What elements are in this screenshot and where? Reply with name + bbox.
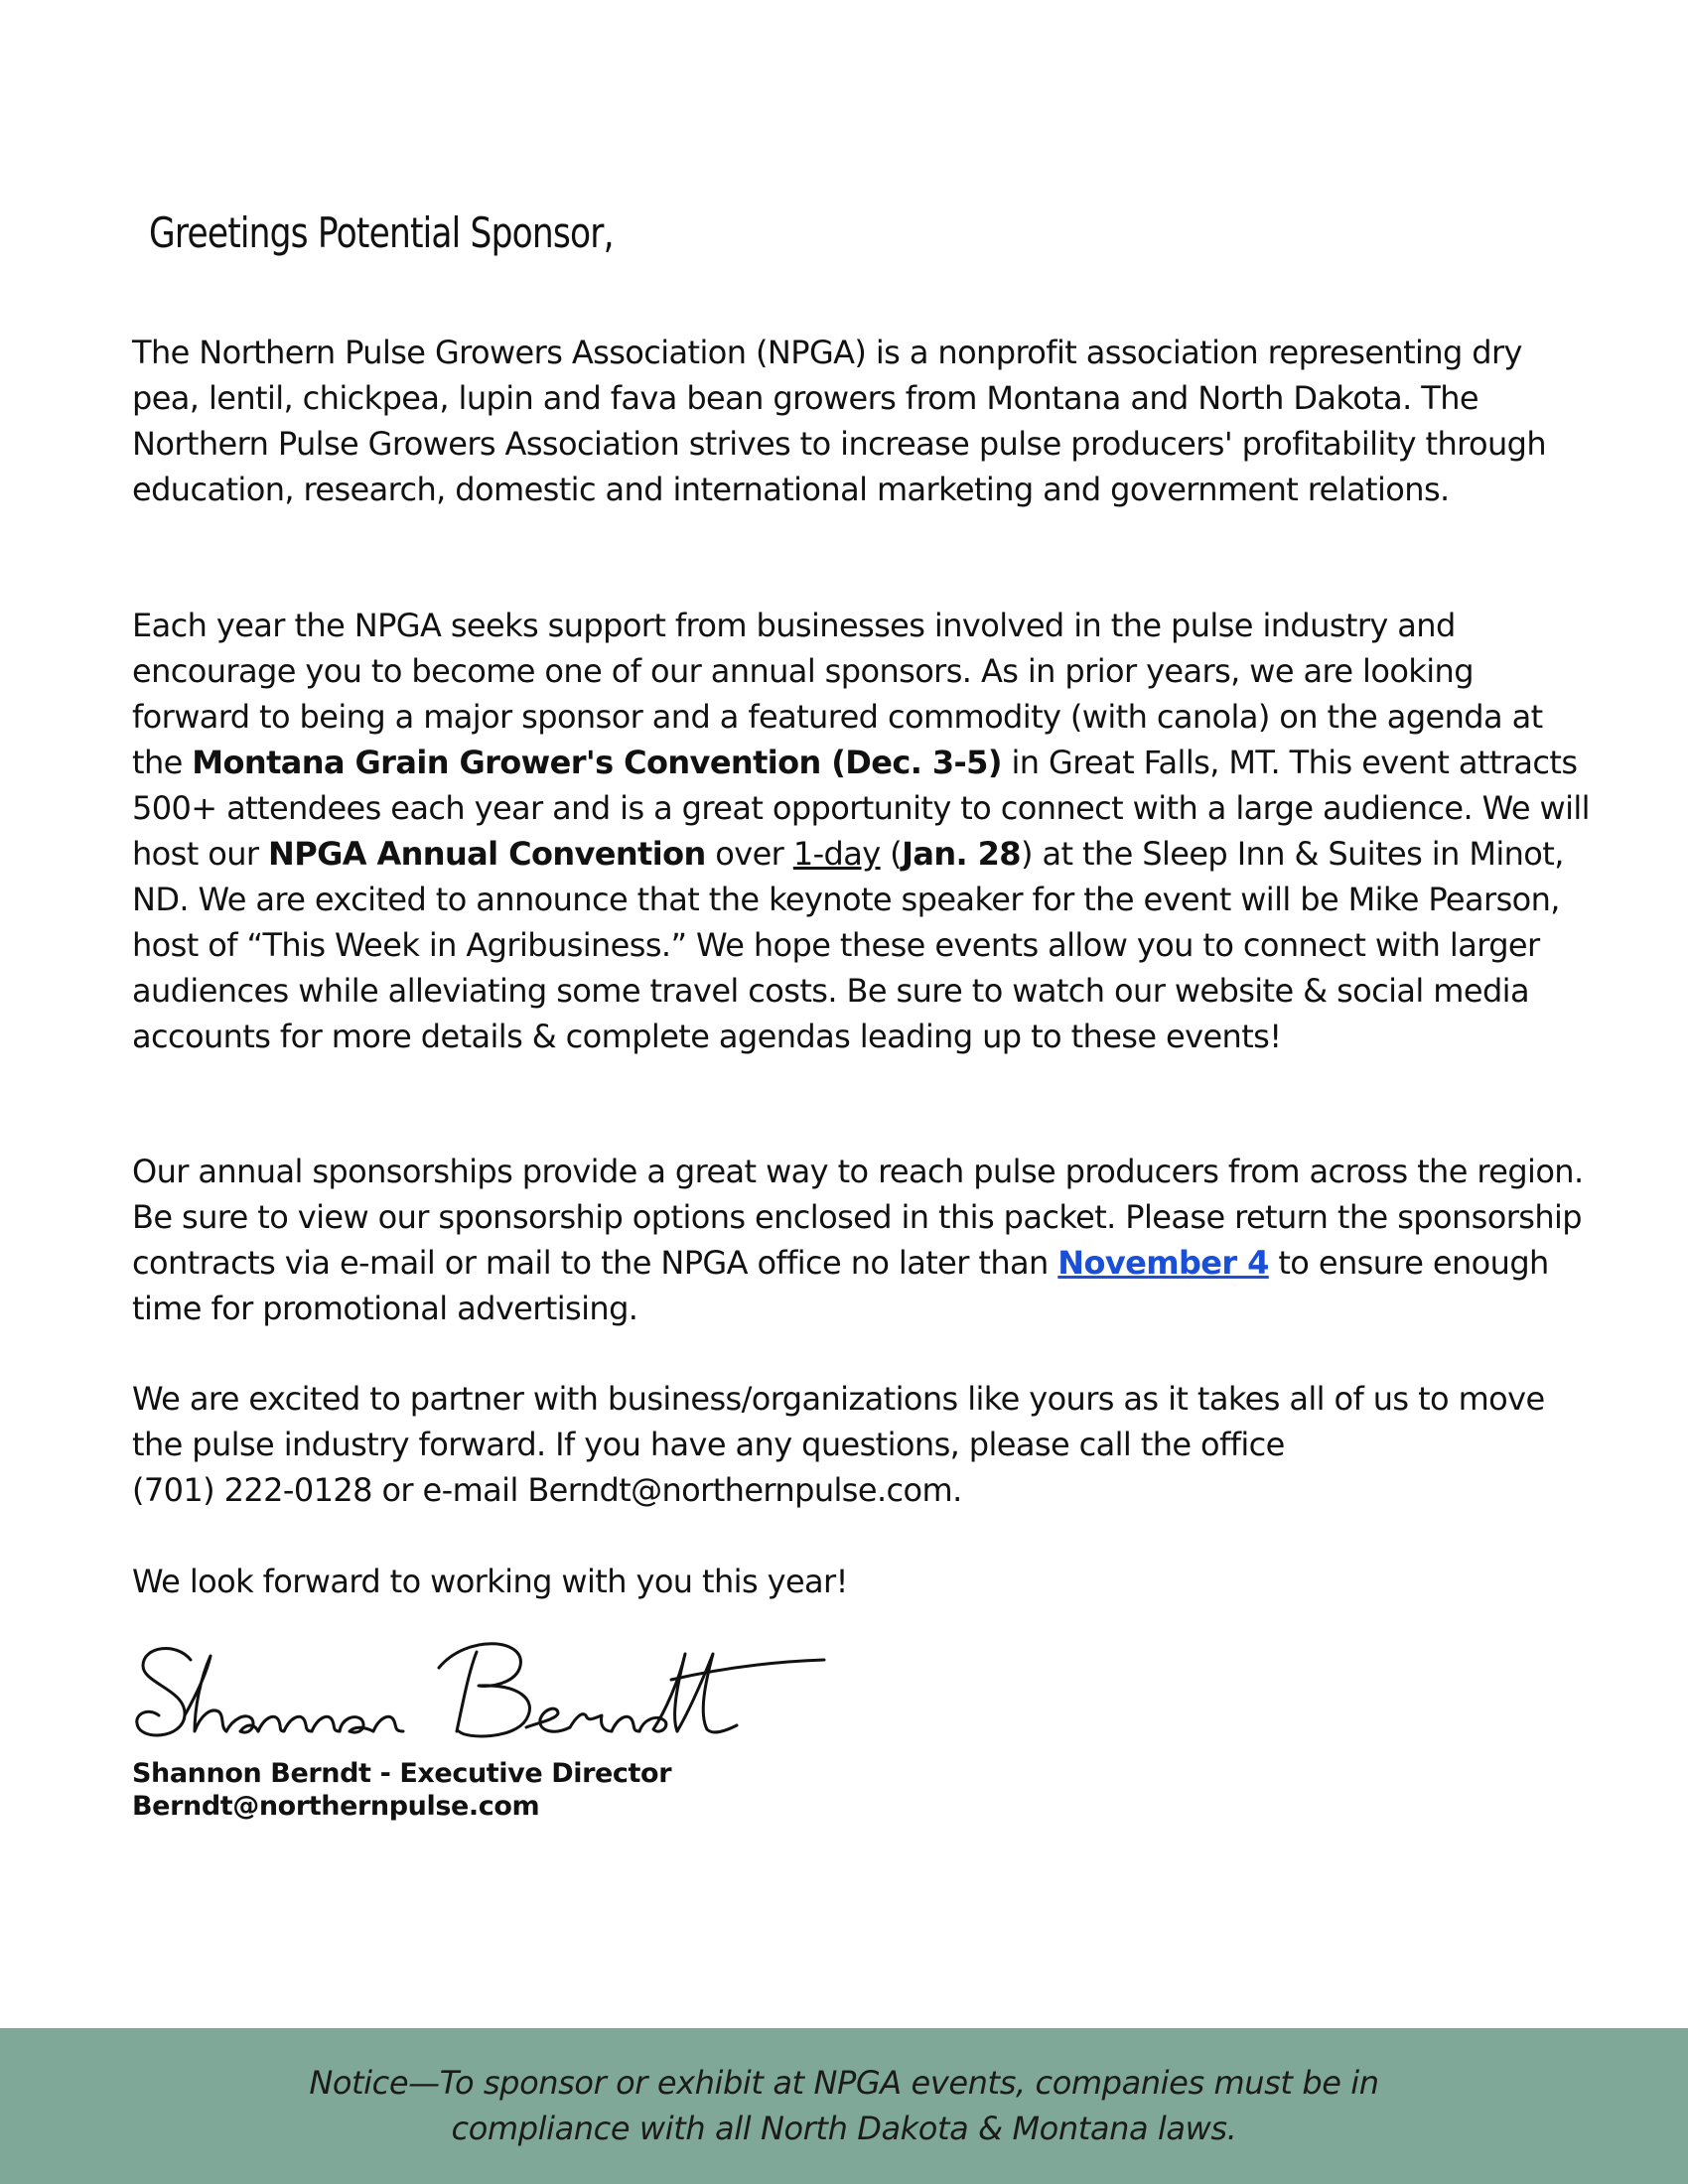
footer-line-2: compliance with all North Dakota & Montana laws. [451, 2110, 1237, 2147]
signer-name-title: Shannon Berndt - Executive Director [132, 1758, 672, 1789]
events-text-5: ) at the Sleep Inn & Suites in Minot, ND. We are excited to announce that the keynote speaker for the event will be Mike Pearson, host of “This Week in Agribusiness.” We hope these events allow you to connect with larger audiences while alleviating some travel costs. Be sure to watch our website & social media accounts for more details & complete agendas leading up to these events! [132, 835, 1564, 1055]
events-text-2: in Great Falls, MT. This event attracts 500+ attendees each year and is a great opportunity to connect with a large audience. We will host our [132, 744, 1590, 873]
signer-email: Berndt@northernpulse.com [132, 1791, 540, 1822]
sponsorship-paragraph [132, 1149, 1592, 1331]
contact-line-1: We are excited to partner with business/organizations like yours as it takes all of us to move the pulse industry forward. If you have any questions, please call the office [132, 1380, 1545, 1463]
contact-paragraph [132, 1376, 1592, 1513]
npga-convention-label: NPGA Annual Convention [268, 835, 706, 873]
november-deadline-link[interactable]: November 4 [1057, 1244, 1269, 1282]
footer-notice-text [0, 2060, 1688, 2151]
handwritten-signature [129, 1628, 844, 1757]
mggc-convention-label: Montana Grain Grower's Convention (Dec. 3-5) [192, 744, 1002, 781]
jan-date-label: Jan. 28 [902, 835, 1021, 873]
sponsorship-text-2: to ensure enough time for promotional advertising. [132, 1244, 1549, 1327]
footer-line-1: Notice—To sponsor or exhibit at NPGA events, companies must be in [309, 2064, 1379, 2102]
events-text-3: over [705, 835, 793, 873]
events-text-4: ( [880, 835, 903, 873]
sponsorship-text-1: Our annual sponsorships provide a great way to reach pulse producers from across the region. Be sure to view our sponsorship options enclosed in this packet. Please return the sponsorship contracts via e-mail or mail to the NPGA office no later than [132, 1153, 1584, 1282]
intro-paragraph: The Northern Pulse Growers Association (NPGA) is a nonprofit association representing dry pea, lentil, chickpea, lupin and fava bean growers from Montana and North Dakota. The Northern Pulse Growers Association strives to increase pulse producers' profitability through education, research, domestic and international marketing and government relations. [132, 334, 1547, 508]
greeting-heading: Greetings Potential Sponsor, [149, 208, 614, 257]
events-paragraph [132, 603, 1592, 1059]
footer-notice-bar [0, 2028, 1688, 2184]
one-day-label: 1-day [792, 835, 881, 873]
events-text-1: Each year the NPGA seeks support from businesses involved in the pulse industry and encourage you to become one of our annual sponsors. As in prior years, we are looking forward to being a major sponsor and a featured commodity (with canola) on the agenda at the [132, 607, 1543, 781]
signature-block [132, 1757, 671, 1823]
closing-paragraph: We look forward to working with you this year! [132, 1563, 848, 1600]
contact-line-2: (701) 222-0128 or e-mail Berndt@northernpulse.com. [132, 1471, 962, 1509]
